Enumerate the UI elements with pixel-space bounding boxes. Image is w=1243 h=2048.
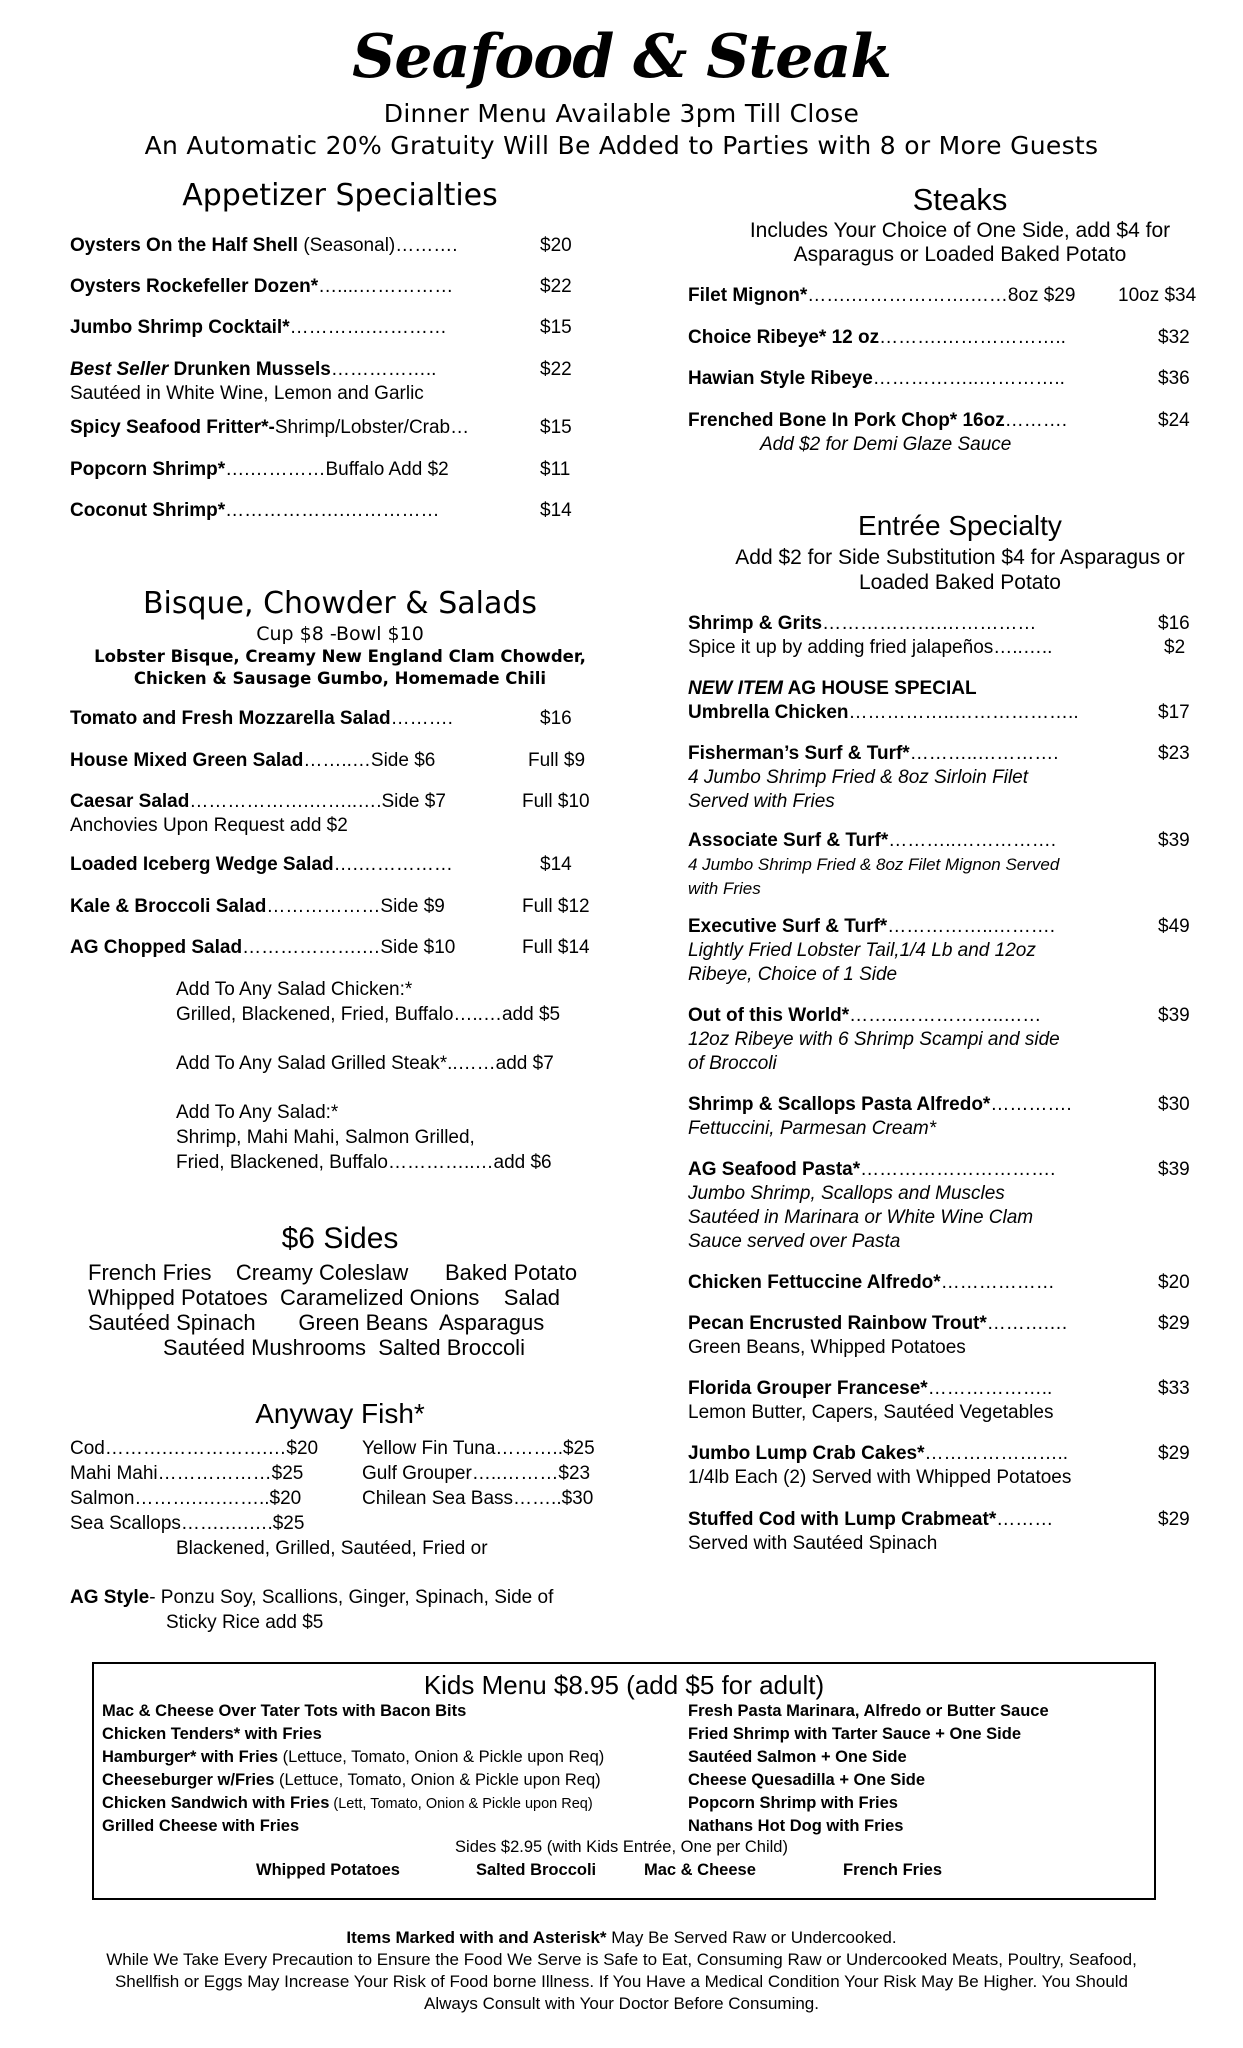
salad-item: [70, 790, 446, 814]
appetizer-heading: Appetizer Specialties: [182, 178, 498, 213]
entree-item: [688, 1158, 1055, 1182]
salad-price: Full $9: [528, 750, 586, 771]
item-name: Hawian Style Ribeye: [688, 368, 873, 389]
entree-desc-2: of Broccoli: [688, 1053, 777, 1074]
salad-item: [70, 936, 455, 960]
fish-cod: Cod……….…………….…$20: [70, 1438, 319, 1459]
fish-styles: Blackened, Grilled, Sautéed, Fried or: [176, 1538, 488, 1559]
entree-desc: Lightly Fried Lobster Tail,1/4 Lb and 12oz: [688, 940, 1036, 961]
bisque-heading: Bisque, Chowder & Salads: [142, 586, 538, 621]
fish-grouper: Gulf Grouper…..………$23: [362, 1463, 591, 1484]
ag-style-2: Sticky Rice add $5: [166, 1612, 324, 1633]
salad-item: [70, 895, 445, 919]
item-name: AG Chopped Salad: [70, 937, 243, 958]
appetizer-item: [70, 234, 458, 258]
entree-desc: Spice it up by adding fried jalapeños…..…..: [688, 637, 1053, 658]
item-extra: …....……………: [318, 276, 454, 297]
entree-desc: Lemon Butter, Capers, Sautéed Vegetables: [688, 1402, 1054, 1423]
kids-item-name: Mac & Cheese Over Tater Tots with Bacon Bits: [102, 1702, 467, 1720]
item-name: Oysters On the Half Shell: [70, 235, 299, 256]
appetizer-price: $14: [540, 500, 572, 521]
steaks-heading: Steaks: [912, 182, 1008, 217]
item-tag: Best Seller: [70, 359, 169, 380]
item-name: Executive Surf & Turf*: [688, 916, 888, 937]
sides-line-2: Whipped Potatoes Caramelized Onions Salad: [88, 1285, 561, 1310]
entree-desc-2: Sautéed in Marinara or White Wine Clam: [688, 1207, 1034, 1228]
entree-desc: 4 Jumbo Shrimp Fried & 8oz Sirloin Filet: [688, 767, 1029, 788]
kids-item: Fresh Pasta Marinara, Alfredo or Butter Sauce: [688, 1702, 1049, 1720]
kids-item-name: Hamburger* with Fries: [102, 1748, 279, 1766]
item-name: Frenched Bone In Pork Chop* 16oz: [688, 410, 1005, 431]
entree-price: $39: [1158, 830, 1190, 851]
appetizer-price: $22: [540, 276, 572, 297]
appetizer-price: $22: [540, 359, 572, 380]
sides-line-1: French Fries Creamy Coleslaw Baked Potato: [88, 1260, 578, 1285]
kids-item-name: Chicken Tenders* with Fries: [102, 1725, 322, 1743]
entree-price: $49: [1158, 916, 1190, 937]
entree-item: [688, 1004, 1041, 1028]
entree-item: [688, 612, 1036, 636]
steak-desc: Add $2 for Demi Glaze Sauce: [760, 434, 1012, 455]
addon-seafood-options-2: Fried, Blackened, Buffalo…………..…add $6: [176, 1152, 552, 1173]
item-name: Pecan Encrusted Rainbow Trout*: [688, 1313, 987, 1334]
footer-line-1: Items Marked with and Asterisk* May Be Served Raw or Undercooked.: [346, 1928, 897, 1947]
item-extra: ……………….……..….Side $7: [189, 791, 446, 812]
item-name: Oysters Rockefeller Dozen*: [70, 276, 319, 297]
steak-price: $24: [1158, 410, 1190, 431]
entree-price: $29: [1158, 1509, 1190, 1530]
item-extra: ………..…………….: [888, 830, 1057, 851]
kids-side-whipped: Whipped Potatoes: [256, 1861, 400, 1879]
appetizer-item: [70, 358, 436, 382]
footer-line-2: While We Take Every Precaution to Ensure the Food We Serve is Safe to Eat, Consuming Raw or Undercooked Meats, Poultry, Seafood,: [106, 1950, 1137, 1969]
entree-desc-3: Sauce served over Pasta: [688, 1231, 901, 1252]
item-name: AG HOUSE SPECIAL: [783, 678, 977, 699]
entree-desc-price: $2: [1164, 637, 1186, 658]
item-extra: Shrimp/Lobster/Crab…: [274, 417, 470, 438]
footer-line-4: Always Consult with Your Doctor Before Consuming.: [424, 1994, 819, 2013]
item-extra: ……………..……….: [887, 916, 1056, 937]
steak-item: [688, 409, 1067, 433]
kids-item: [102, 1746, 604, 1769]
kids-sides-note: Sides $2.95 (with Kids Entrée, One per Child): [455, 1838, 788, 1856]
item-extra: …………………..: [924, 1443, 1069, 1464]
item-extra: ………………………….: [860, 1159, 1056, 1180]
kids-item: Fried Shrimp with Tarter Sauce + One Side: [688, 1725, 1021, 1743]
hours-note: Dinner Menu Available 3pm Till Close: [383, 99, 860, 128]
item-name: AG Seafood Pasta*: [688, 1159, 861, 1180]
salad-desc: Anchovies Upon Request add $2: [70, 815, 348, 836]
kids-side-broccoli: Salted Broccoli: [476, 1861, 597, 1879]
kids-side-fries: French Fries: [843, 1861, 943, 1879]
entree-price: $30: [1158, 1094, 1190, 1115]
steaks-note-1: Includes Your Choice of One Side, add $4 for: [749, 219, 1171, 242]
item-extra: ………..………….: [909, 743, 1059, 764]
item-extra: ….…………Buffalo Add $2: [225, 459, 449, 480]
addon-steak: Add To Any Salad Grilled Steak*..……add $7: [176, 1053, 554, 1074]
entree-desc: Green Beans, Whipped Potatoes: [688, 1337, 966, 1358]
item-extra: (Seasonal)……….: [298, 235, 458, 256]
item-extra: ……….: [1004, 410, 1067, 431]
entree-price: $17: [1158, 702, 1190, 723]
appetizer-item: [70, 458, 449, 482]
item-name: Stuffed Cod with Lump Crabmeat*: [688, 1509, 997, 1530]
item-extra: ……………..: [330, 359, 437, 380]
entree-desc: Jumbo Shrimp, Scallops and Muscles: [688, 1183, 1005, 1204]
item-extra: ………………Side $9: [266, 896, 445, 917]
item-name: Spicy Seafood Fritter*-: [70, 417, 275, 438]
item-name: Associate Surf & Turf*: [688, 830, 889, 851]
entree-price: $39: [1158, 1005, 1190, 1026]
entree-desc: 1/4lb Each (2) Served with Whipped Potatoes: [688, 1467, 1072, 1488]
entree-price: $16: [1158, 613, 1190, 634]
entree-desc-2: Ribeye, Choice of 1 Side: [688, 964, 898, 985]
entree-desc-2: with Fries: [688, 879, 761, 898]
kids-heading: Kids Menu $8.95 (add $5 for adult): [423, 1670, 825, 1700]
entree-note-1: Add $2 for Side Substitution $4 for Asparagus or: [735, 546, 1185, 569]
item-name: Kale & Broccoli Salad: [70, 896, 267, 917]
appetizer-price: $15: [540, 317, 572, 338]
entree-item: [688, 701, 1079, 725]
ag-style: AG Style- Ponzu Soy, Scallions, Ginger, Spinach, Side of: [70, 1587, 554, 1608]
item-name: Chicken Fettuccine Alfredo*: [688, 1272, 941, 1293]
sides-heading: $6 Sides: [281, 1222, 399, 1255]
salad-price: Full $10: [522, 791, 590, 812]
kids-item: Popcorn Shrimp with Fries: [688, 1794, 898, 1812]
item-name: Out of this World*: [688, 1005, 850, 1026]
entree-item: [688, 915, 1055, 939]
kids-item-name: Grilled Cheese with Fries: [102, 1817, 300, 1835]
item-name: Filet Mignon*: [688, 285, 808, 306]
entree-desc-2: Served with Fries: [688, 791, 835, 812]
item-extra: ……….………………..: [879, 327, 1066, 348]
entree-note-2: Loaded Baked Potato: [858, 571, 1061, 594]
item-extra: ………………..: [927, 1378, 1053, 1399]
item-tag: NEW ITEM: [688, 678, 783, 699]
item-extra: ……………….…Side $10: [242, 937, 456, 958]
steak-item: [688, 284, 1075, 308]
fish-sea-bass: Chilean Sea Bass……..$30: [362, 1488, 594, 1509]
footer-line-3: Shellfish or Eggs May Increase Your Risk of Food borne Illness. If You Have a Medical Condition Your Risk May Be Higher. You Should: [114, 1972, 1129, 1991]
fish-salmon: Salmon……….….……..$20: [70, 1488, 302, 1509]
appetizer-price: $15: [540, 417, 572, 438]
soup-list-1: Lobster Bisque, Creamy New England Clam Chowder,: [94, 647, 586, 666]
item-extra: ….……………: [333, 854, 453, 875]
entree-item: [688, 742, 1059, 766]
appetizer-item: [70, 316, 447, 340]
salad-price: Full $12: [522, 896, 590, 917]
entree-price: $29: [1158, 1443, 1190, 1464]
sides-line-4: Sautéed Mushrooms Salted Broccoli: [163, 1335, 525, 1360]
item-extra: …….……………….……8oz $29: [807, 285, 1076, 306]
entree-price: $39: [1158, 1159, 1190, 1180]
item-extra: ……………..………………..: [848, 702, 1079, 723]
item-name: Loaded Iceberg Wedge Salad: [70, 854, 334, 875]
entree-heading: Entrée Specialty: [858, 510, 1062, 541]
fish-tuna: Yellow Fin Tuna………..$25: [362, 1438, 595, 1459]
soup-list-2: Chicken & Sausage Gumbo, Homemade Chili: [133, 669, 547, 688]
item-name: Jumbo Shrimp Cocktail*: [70, 317, 290, 338]
item-name: Fisherman’s Surf & Turf*: [688, 743, 910, 764]
kids-item: Nathans Hot Dog with Fries: [688, 1817, 904, 1835]
addon-chicken-title: Add To Any Salad Chicken:*: [176, 979, 413, 1000]
item-extra: ………: [996, 1509, 1054, 1530]
item-name: Popcorn Shrimp*: [70, 459, 226, 480]
entree-item: [688, 1271, 1055, 1295]
salad-price: Full $14: [522, 937, 590, 958]
item-extra: ……………….……………: [225, 500, 440, 521]
kids-item-note: (Lettuce, Tomato, Onion & Pickle upon Req): [278, 1748, 605, 1766]
fish-heading: Anyway Fish*: [255, 1398, 425, 1429]
item-name: Choice Ribeye* 12 oz: [688, 327, 880, 348]
appetizer-item: [70, 499, 439, 523]
entree-item: [688, 1312, 1068, 1336]
kids-item: [102, 1815, 299, 1838]
fish-mahi: Mahi Mahi………………$25: [70, 1463, 304, 1484]
entree-price: $33: [1158, 1378, 1190, 1399]
item-name: Caesar Salad: [70, 791, 190, 812]
kids-item: Cheese Quesadilla + One Side: [688, 1771, 926, 1789]
page-title: Seafood & Steak: [352, 22, 891, 92]
appetizer-desc: Sautéed in White Wine, Lemon and Garlic: [70, 383, 424, 404]
steak-price: $32: [1158, 327, 1190, 348]
steak-price: $36: [1158, 368, 1190, 389]
salad-item: [70, 749, 435, 773]
entree-price: $20: [1158, 1272, 1190, 1293]
kids-side-mac: Mac & Cheese: [644, 1861, 756, 1879]
entree-item: [688, 829, 1056, 853]
gratuity-note: An Automatic 20% Gratuity Will Be Added to Parties with 8 or More Guests: [144, 131, 1099, 160]
kids-item: [102, 1723, 322, 1746]
item-name: House Mixed Green Salad: [70, 750, 304, 771]
item-extra: ………….…………: [289, 317, 447, 338]
cup-bowl-price: Cup $8 -Bowl $10: [256, 623, 424, 645]
appetizer-price: $20: [540, 235, 572, 256]
item-name: Umbrella Chicken: [688, 702, 849, 723]
salad-price: $14: [540, 854, 572, 875]
salad-price: $16: [540, 708, 572, 729]
appetizer-item: [70, 275, 453, 299]
item-name: Tomato and Fresh Mozzarella Salad: [70, 708, 391, 729]
entree-item: [688, 1508, 1053, 1532]
item-name: Jumbo Lump Crab Cakes*: [688, 1443, 925, 1464]
appetizer-price: $11: [540, 459, 571, 480]
addon-chicken-options: Grilled, Blackened, Fried, Buffalo…..…add $5: [176, 1004, 561, 1025]
item-extra: ……….: [390, 708, 453, 729]
entree-item-tag: [688, 677, 977, 701]
kids-item: [102, 1700, 466, 1723]
item-extra: ……….…: [986, 1313, 1069, 1334]
addon-seafood-title: Add To Any Salad:*: [176, 1102, 339, 1123]
entree-price: $23: [1158, 743, 1190, 764]
item-extra: ………….: [990, 1094, 1072, 1115]
item-name: Shrimp & Grits: [688, 613, 823, 634]
entree-desc: Served with Sautéed Spinach: [688, 1533, 938, 1554]
addon-seafood-options-1: Shrimp, Mahi Mahi, Salmon Grilled,: [176, 1127, 475, 1148]
salad-item: [70, 853, 453, 877]
kids-item: [102, 1769, 601, 1792]
kids-item-note: (Lett, Tomato, Onion & Pickle upon Req): [329, 1796, 593, 1812]
item-extra: ……………….……………: [822, 613, 1037, 634]
kids-item-note: (Lettuce, Tomato, Onion & Pickle upon Req): [274, 1771, 601, 1789]
steaks-note-2: Asparagus or Loaded Baked Potato: [793, 243, 1127, 266]
item-extra: ………………: [940, 1272, 1055, 1293]
item-name: Shrimp & Scallops Pasta Alfredo*: [688, 1094, 991, 1115]
item-name: Florida Grouper Francese*: [688, 1378, 928, 1399]
item-extra: ……..……………..……: [849, 1005, 1042, 1026]
kids-item: [102, 1792, 593, 1816]
entree-price: $29: [1158, 1313, 1190, 1334]
kids-item: Sautéed Salmon + One Side: [688, 1748, 907, 1766]
steak-item: [688, 326, 1066, 350]
entree-item: [688, 1093, 1072, 1117]
entree-item: [688, 1442, 1068, 1466]
steak-item: [688, 367, 1065, 391]
kids-item-name: Chicken Sandwich with Fries: [102, 1794, 330, 1812]
item-name: Coconut Shrimp*: [70, 500, 226, 521]
fish-scallops: Sea Scallops…….….….$25: [70, 1513, 305, 1534]
entree-desc: 4 Jumbo Shrimp Fried & 8oz Filet Mignon Served: [688, 855, 1060, 874]
item-extra: ……………..…………..: [872, 368, 1065, 389]
sides-line-3: Sautéed Spinach Green Beans Asparagus: [88, 1310, 545, 1335]
entree-desc: Fettuccini, Parmesan Cream*: [688, 1118, 937, 1139]
item-name: Drunken Mussels: [168, 359, 331, 380]
steak-price: 10oz $34: [1118, 285, 1197, 306]
item-extra: ……..…Side $6: [303, 750, 436, 771]
entree-desc: 12oz Ribeye with 6 Shrimp Scampi and side: [688, 1029, 1060, 1050]
kids-item-name: Cheeseburger w/Fries: [102, 1771, 275, 1789]
salad-item: [70, 707, 453, 731]
appetizer-item: [70, 416, 469, 440]
entree-item: [688, 1377, 1052, 1401]
